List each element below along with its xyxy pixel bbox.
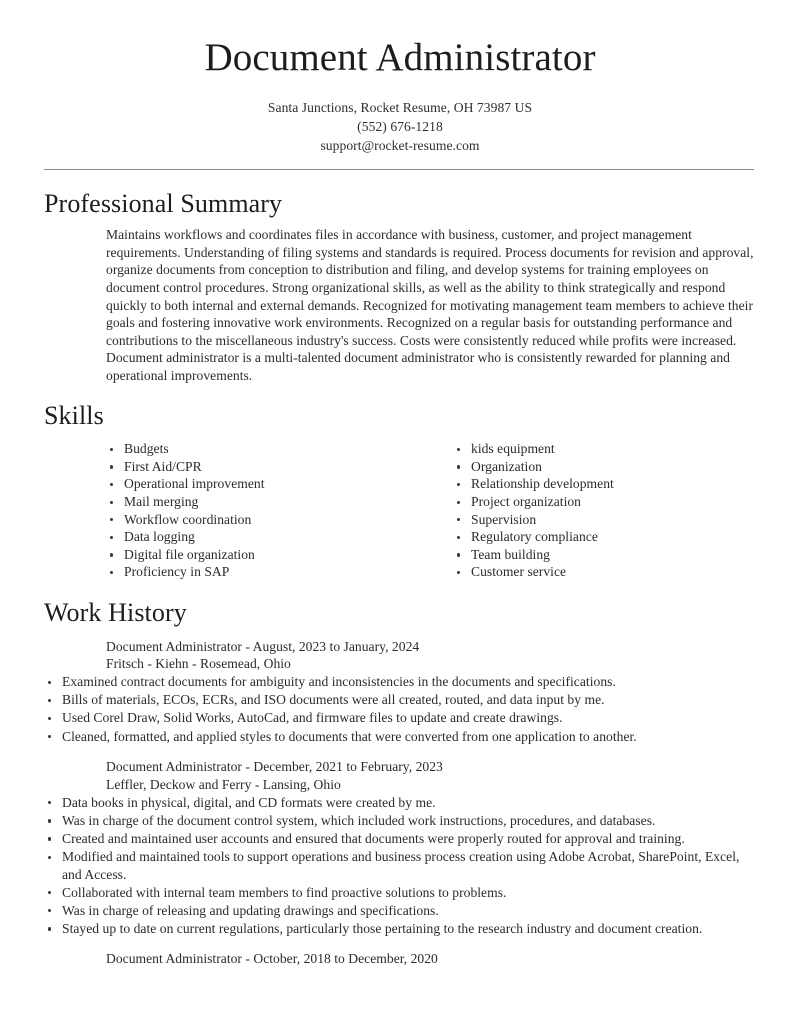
professional-summary-text: Maintains workflows and coordinates files in accordance with business, customer, and project management requirements. Understanding of filing systems and standards is required. Process documents for revision and approval, organize documents from conception to distribution and filing, and develop systems for training employees on document control procedures. Strong organizational skills, as well as the ability to think strategically and respond quickly to both internal and external demands. Recognized for motivating management team members to achieve their goals and fostering innovative work environments. Recognized on a regular basis for outstanding performance and contributions to the miscellaneous industry's success. Costs were consistently reduced while profits were increased. Document administrator is a multi-talented document administrator who is consistently rewarded for planning and operational improvements. [106,227,754,383]
skills-columns [44,440,754,581]
job-bullet-list [44,794,754,938]
page-title: Document Administrator [204,36,596,79]
job-bullet-item: Was in charge of releasing and updating drawings and specifications. [44,902,754,920]
job-bullet-item: Examined contract documents for ambiguity and inconsistencies in the documents and specifications. [44,673,754,691]
job-title-line: Document Administrator - October, 2018 to December, 2020 [106,951,438,967]
skill-item: Supervision [453,511,754,529]
skill-item: Regulatory compliance [453,528,754,546]
skill-item: Project organization [453,493,754,511]
section-professional-summary [0,189,800,385]
skill-item: Operational improvement [106,475,399,493]
skill-item: Proficiency in SAP [106,563,399,581]
job-title-line: Document Administrator - August, 2023 to January, 2024 [106,638,420,654]
job-title-line: Document Administrator - December, 2021 to February, 2023 [106,759,443,775]
job-company-line: Leffler, Deckow and Ferry - Lansing, Ohio [106,776,341,792]
section-title-work-history: Work History [44,598,187,627]
job-bullet-item: Used Corel Draw, Solid Works, AutoCad, and firmware files to update and create drawings. [44,709,754,727]
job-entry [44,638,754,745]
job-bullet-item: Data books in physical, digital, and CD formats were created by me. [44,794,754,812]
skill-item: kids equipment [453,440,754,458]
skills-column-left [44,440,399,581]
skill-item: Customer service [453,563,754,581]
work-history-list [44,638,754,969]
skill-item: Digital file organization [106,546,399,564]
contact-address: Santa Junctions, Rocket Resume, OH 73987 US [267,99,533,115]
job-bullet-item: Was in charge of the document control system, which included work instructions, procedures, and databases. [44,812,754,830]
contact-phone: (552) 676-1218 [357,118,443,134]
job-company-line: Fritsch - Kiehn - Rosemead, Ohio [106,656,291,672]
skills-list-left [106,440,399,581]
skill-item: Mail merging [106,493,399,511]
header-divider [44,169,754,170]
job-entry [44,758,754,937]
section-skills [0,401,800,581]
job-bullet-item: Stayed up to date on current regulations, particularly those pertaining to the research industry and document creation. [44,920,754,938]
skill-item: First Aid/CPR [106,458,399,476]
skill-item: Workflow coordination [106,511,399,529]
skill-item: Team building [453,546,754,564]
job-bullet-item: Bills of materials, ECOs, ECRs, and ISO documents were all created, routed, and data input by me. [44,691,754,709]
skills-list-right [453,440,754,581]
section-work-history [0,598,800,968]
job-bullet-item: Cleaned, formatted, and applied styles to documents that were converted from one application to another. [44,728,754,746]
job-bullet-item: Created and maintained user accounts and ensured that documents were properly routed for approval and training. [44,830,754,848]
resume-header [0,0,800,156]
job-bullet-item: Modified and maintained tools to support operations and business process creation using Adobe Acrobat, SharePoint, Excel, and Access. [44,848,754,883]
skill-item: Relationship development [453,475,754,493]
section-title-professional-summary: Professional Summary [44,188,283,218]
job-bullet-item: Collaborated with internal team members to find proactive solutions to problems. [44,884,754,902]
job-bullet-list [44,673,754,745]
skill-item: Budgets [106,440,399,458]
section-title-skills: Skills [44,400,104,430]
skill-item: Data logging [106,528,399,546]
job-entry [44,950,754,968]
skills-column-right [399,440,754,581]
skill-item: Organization [453,458,754,476]
contact-email: support@rocket-resume.com [320,138,480,154]
